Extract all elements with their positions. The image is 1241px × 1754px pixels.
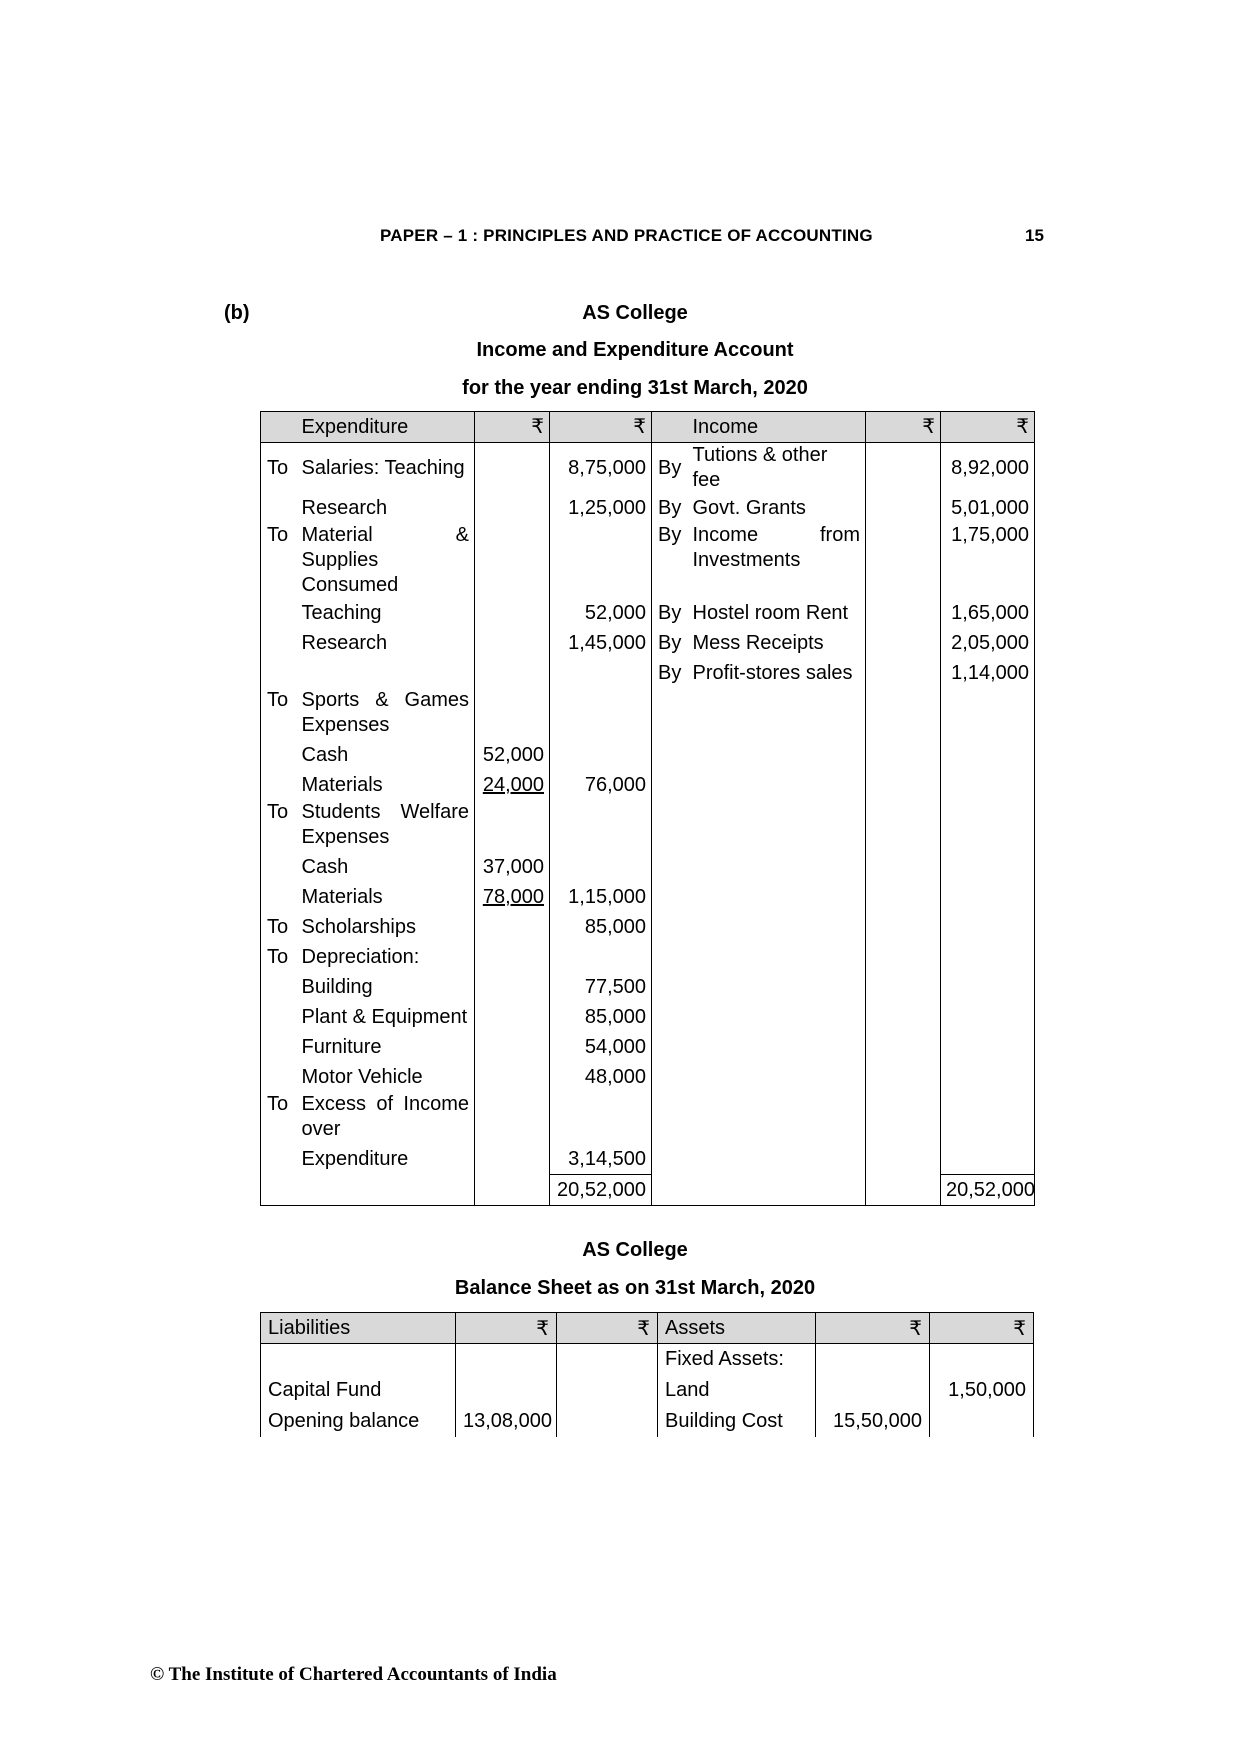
ie-left-desc-text: Building: [301, 975, 373, 998]
ie-right-sub-amount: [866, 628, 941, 658]
footer-copyright: © The Institute of Chartered Accountants of India: [150, 1664, 557, 1685]
ie-left-desc: [297, 493, 475, 523]
ie-right-prefix: [652, 493, 688, 523]
ie-left-amount-text: 3,14,500: [568, 1147, 646, 1170]
ie-right-amount: [941, 912, 1035, 942]
bs-asset-amount: [930, 1406, 1034, 1437]
ie-right-sub-amount: [866, 912, 941, 942]
ie-right-prefix-text: By: [658, 631, 682, 654]
bs-asset-desc: Building Cost: [658, 1406, 816, 1437]
ie-left-amount: [550, 912, 652, 942]
ie-right-prefix: [652, 598, 688, 628]
ie-total-blank: [688, 1175, 866, 1206]
ie-left-sub-amount: [475, 912, 550, 942]
ie-left-desc-text: Plant & Equipment: [301, 1005, 468, 1028]
ie-left-desc: [297, 1032, 475, 1062]
bs-liability-sub-amount: [456, 1344, 557, 1376]
bs-college-name: AS College: [582, 1239, 688, 1261]
ie-left-desc: [297, 882, 475, 912]
ie-row: [261, 598, 1035, 628]
ie-right-sub-amount: [866, 1032, 941, 1062]
liabilities-header: Liabilities: [261, 1313, 456, 1344]
ie-left-amount: [550, 443, 652, 494]
ie-left-sub-amount: [475, 688, 550, 740]
ie-right-amount: [941, 1002, 1035, 1032]
rupee-header: ₹: [941, 412, 1035, 443]
ie-period: for the year ending 31st March, 2020: [462, 377, 808, 399]
bs-liability-amount: [557, 1406, 658, 1437]
ie-right-amount: [941, 770, 1035, 800]
ie-left-desc: [297, 658, 475, 688]
ie-right-prefix-text: By: [658, 601, 682, 624]
ie-right-sub-amount: [866, 658, 941, 688]
ie-left-desc: [297, 688, 475, 740]
ie-row: [261, 912, 1035, 942]
ie-right-desc: [688, 628, 866, 658]
bs-row: [261, 1344, 1034, 1376]
ie-left-amount-text: 54,000: [584, 1035, 646, 1058]
ie-left-desc-text: Excess of Income over: [301, 1093, 469, 1140]
ie-left-amount-text: 77,500: [584, 975, 646, 998]
ie-right-amount: [941, 972, 1035, 1002]
ie-total-row: [261, 1175, 1035, 1206]
ie-right-prefix: [652, 800, 688, 852]
ie-left-prefix-text: To: [267, 945, 289, 968]
ie-left-desc-text: Cash: [301, 743, 349, 766]
ie-right-prefix: [652, 1144, 688, 1175]
ie-right-prefix: [652, 852, 688, 882]
ie-right-amount: [941, 628, 1035, 658]
ie-right-sub-amount: [866, 882, 941, 912]
ie-total-blank: [652, 1175, 688, 1206]
ie-left-desc-text: Teaching: [301, 601, 382, 624]
ie-right-amount: [941, 800, 1035, 852]
ie-left-desc: [297, 1144, 475, 1175]
ie-right-amount: [941, 523, 1035, 598]
ie-right-amount: [941, 598, 1035, 628]
ie-left-desc-text: Materials: [301, 885, 383, 908]
income-header: Income: [688, 412, 866, 443]
ie-left-prefix: [261, 443, 297, 494]
ie-title: Income and Expenditure Account: [476, 339, 794, 361]
ie-left-desc: [297, 523, 475, 598]
section-label: (b): [224, 302, 250, 324]
ie-right-prefix: [652, 770, 688, 800]
ie-left-desc: [297, 972, 475, 1002]
ie-left-amount: [550, 598, 652, 628]
ie-right-desc: [688, 972, 866, 1002]
ie-row: [261, 658, 1035, 688]
ie-left-amount: [550, 770, 652, 800]
ie-right-desc: [688, 658, 866, 688]
ie-left-prefix-text: To: [267, 689, 289, 711]
ie-right-desc-text: Profit-stores sales: [692, 661, 853, 684]
ie-left-desc-text: Materials: [301, 773, 383, 796]
bs-asset-desc: Fixed Assets:: [658, 1344, 816, 1376]
rupee-header: ₹: [456, 1313, 557, 1344]
ie-right-amount: [941, 1032, 1035, 1062]
ie-left-sub-amount: [475, 1092, 550, 1144]
bs-liability-sub-amount: 13,08,000: [456, 1406, 557, 1437]
ie-right-desc-text: Income from Investments: [692, 524, 860, 571]
ie-left-amount: [550, 1032, 652, 1062]
ie-left-prefix: [261, 688, 297, 740]
ie-left-desc: [297, 942, 475, 972]
ie-left-desc-text: Research: [301, 496, 388, 519]
ie-right-amount: [941, 1062, 1035, 1092]
bs-liability-amount: [557, 1344, 658, 1376]
ie-right-desc: [688, 523, 866, 598]
ie-row: [261, 770, 1035, 800]
ie-left-desc-text: Scholarships: [301, 915, 417, 938]
ie-right-amount-text: 1,75,000: [951, 524, 1029, 546]
ie-left-prefix: [261, 1062, 297, 1092]
ie-right-desc: [688, 942, 866, 972]
ie-row: [261, 523, 1035, 598]
ie-right-desc: [688, 800, 866, 852]
ie-right-desc-text: Tutions & other fee: [692, 444, 828, 491]
ie-left-sub-amount-text: 24,000: [482, 773, 544, 796]
ie-left-amount: [550, 740, 652, 770]
ie-right-amount: [941, 740, 1035, 770]
ie-row: [261, 688, 1035, 740]
rupee-header: ₹: [557, 1313, 658, 1344]
bs-liability-desc: Capital Fund: [261, 1375, 456, 1406]
ie-right-sub-amount: [866, 1092, 941, 1144]
ie-right-desc: [688, 1062, 866, 1092]
ie-total-left: 20,52,000: [550, 1175, 652, 1206]
ie-left-prefix: [261, 658, 297, 688]
ie-left-desc: [297, 912, 475, 942]
ie-left-desc-text: Furniture: [301, 1035, 382, 1058]
ie-right-amount: [941, 882, 1035, 912]
ie-row: [261, 493, 1035, 523]
ie-right-desc: [688, 1032, 866, 1062]
ie-left-prefix: [261, 912, 297, 942]
ie-left-amount: [550, 800, 652, 852]
ie-right-desc: [688, 443, 866, 494]
ie-left-sub-amount: [475, 443, 550, 494]
ie-right-sub-amount: [866, 770, 941, 800]
ie-left-sub-amount: [475, 628, 550, 658]
ie-left-desc-text: Cash: [301, 855, 349, 878]
ie-row: [261, 852, 1035, 882]
bs-liability-desc: [261, 1344, 456, 1376]
ie-left-sub-amount: [475, 598, 550, 628]
ie-left-desc-text: Material & Supplies Consumed: [301, 524, 469, 596]
ie-right-prefix-text: By: [658, 496, 682, 519]
ie-left-amount: [550, 972, 652, 1002]
page-number: 15: [1025, 226, 1044, 245]
ie-total-blank: [261, 1175, 297, 1206]
ie-right-prefix: [652, 658, 688, 688]
ie-row: [261, 1144, 1035, 1175]
bs-row: [261, 1406, 1034, 1437]
ie-left-amount-text: 85,000: [584, 1005, 646, 1028]
ie-left-prefix-text: To: [267, 456, 289, 479]
ie-right-prefix: [652, 1092, 688, 1144]
ie-left-amount: [550, 1062, 652, 1092]
ie-right-prefix-text: By: [658, 456, 682, 479]
ie-right-desc: [688, 740, 866, 770]
ie-left-prefix: [261, 628, 297, 658]
ie-row: [261, 1062, 1035, 1092]
ie-left-amount: [550, 942, 652, 972]
ie-right-sub-amount: [866, 443, 941, 494]
ie-left-desc: [297, 1092, 475, 1144]
rupee-header: ₹: [550, 412, 652, 443]
ie-row: [261, 740, 1035, 770]
ie-left-prefix: [261, 770, 297, 800]
ie-left-prefix: [261, 598, 297, 628]
ie-right-sub-amount: [866, 598, 941, 628]
ie-right-amount: [941, 443, 1035, 494]
ie-left-sub-amount: [475, 1144, 550, 1175]
ie-right-desc: [688, 493, 866, 523]
ie-left-sub-amount: [475, 493, 550, 523]
ie-left-desc: [297, 1002, 475, 1032]
ie-left-amount: [550, 852, 652, 882]
ie-row: [261, 1032, 1035, 1062]
ie-right-sub-amount: [866, 942, 941, 972]
ie-right-amount: [941, 1092, 1035, 1144]
ie-left-prefix: [261, 1144, 297, 1175]
ie-left-amount: [550, 1002, 652, 1032]
ie-row: [261, 942, 1035, 972]
ie-right-sub-amount: [866, 1062, 941, 1092]
ie-left-amount: [550, 658, 652, 688]
ie-left-prefix: [261, 1032, 297, 1062]
ie-left-amount: [550, 882, 652, 912]
bs-header-row: [261, 1313, 1034, 1344]
ie-right-desc: [688, 770, 866, 800]
ie-right-prefix-text: By: [658, 524, 682, 546]
bs-asset-sub-amount: [816, 1344, 930, 1376]
ie-total-blank: [866, 1175, 941, 1206]
ie-total-blank: [297, 1175, 475, 1206]
ie-left-sub-amount: [475, 1002, 550, 1032]
ie-left-prefix-text: To: [267, 524, 289, 546]
ie-left-desc: [297, 443, 475, 494]
ie-right-amount: [941, 942, 1035, 972]
ie-left-amount: [550, 1092, 652, 1144]
ie-left-sub-amount: [475, 523, 550, 598]
bs-liability-sub-amount: [456, 1375, 557, 1406]
ie-left-desc-text: Depreciation:: [301, 945, 420, 968]
ie-left-prefix: [261, 523, 297, 598]
bs-asset-desc: Land: [658, 1375, 816, 1406]
bs-row: [261, 1375, 1034, 1406]
ie-left-prefix: [261, 800, 297, 852]
ie-left-amount-text: 1,25,000: [568, 496, 646, 519]
ie-left-desc: [297, 770, 475, 800]
ie-left-desc: [297, 800, 475, 852]
ie-left-prefix: [261, 942, 297, 972]
ie-left-desc: [297, 740, 475, 770]
rupee-header: ₹: [475, 412, 550, 443]
ie-left-desc-text: Salaries: Teaching: [301, 456, 465, 479]
ie-right-prefix: [652, 443, 688, 494]
ie-row: [261, 882, 1035, 912]
ie-left-desc-text: Motor Vehicle: [301, 1065, 423, 1088]
ie-right-amount-text: 1,65,000: [951, 601, 1029, 624]
ie-left-amount-text: 48,000: [584, 1065, 646, 1088]
ie-left-sub-amount: [475, 882, 550, 912]
ie-left-prefix: [261, 882, 297, 912]
ie-row: [261, 628, 1035, 658]
ie-right-desc-text: Mess Receipts: [692, 631, 824, 654]
ie-right-amount-text: 8,92,000: [951, 456, 1029, 479]
ie-left-amount-text: 1,15,000: [568, 885, 646, 908]
assets-header: Assets: [658, 1313, 816, 1344]
bs-asset-sub-amount: [816, 1375, 930, 1406]
ie-left-amount-text: 85,000: [584, 915, 646, 938]
rupee-header: ₹: [930, 1313, 1034, 1344]
ie-right-sub-amount: [866, 800, 941, 852]
ie-right-prefix: [652, 740, 688, 770]
ie-right-sub-amount: [866, 523, 941, 598]
rupee-header: ₹: [866, 412, 941, 443]
ie-left-sub-amount: [475, 800, 550, 852]
ie-left-sub-amount: [475, 852, 550, 882]
ie-left-prefix-text: To: [267, 801, 289, 823]
ie-left-amount: [550, 628, 652, 658]
ie-left-amount-text: 76,000: [584, 773, 646, 796]
ie-left-amount-text: 52,000: [584, 601, 646, 624]
ie-college-name: AS College: [582, 302, 688, 324]
ie-right-amount-text: 2,05,000: [951, 631, 1029, 654]
ie-left-prefix: [261, 852, 297, 882]
ie-right-prefix: [652, 912, 688, 942]
bs-asset-amount: 1,50,000: [930, 1375, 1034, 1406]
ie-right-prefix: [652, 1062, 688, 1092]
ie-right-amount-text: 5,01,000: [951, 496, 1029, 519]
ie-left-prefix: [261, 1002, 297, 1032]
ie-left-amount: [550, 688, 652, 740]
bs-liability-desc: Opening balance: [261, 1406, 456, 1437]
ie-left-sub-amount-text: 52,000: [482, 743, 544, 766]
ie-left-amount: [550, 523, 652, 598]
ie-row: [261, 972, 1035, 1002]
rupee-header: ₹: [816, 1313, 930, 1344]
ie-row: [261, 800, 1035, 852]
bs-asset-sub-amount: 15,50,000: [816, 1406, 930, 1437]
ie-left-sub-amount: [475, 972, 550, 1002]
ie-left-amount-text: 1,45,000: [568, 631, 646, 654]
ie-right-amount: [941, 852, 1035, 882]
ie-left-sub-amount: [475, 770, 550, 800]
ie-right-desc: [688, 1144, 866, 1175]
ie-left-prefix: [261, 1092, 297, 1144]
ie-left-desc-text: Sports & Games Expenses: [301, 689, 469, 736]
ie-left-desc-text: Research: [301, 631, 388, 654]
ie-right-sub-amount: [866, 1002, 941, 1032]
ie-total-blank: [475, 1175, 550, 1206]
ie-right-sub-amount: [866, 688, 941, 740]
bs-title: Balance Sheet as on 31st March, 2020: [454, 1277, 816, 1299]
ie-right-sub-amount: [866, 1144, 941, 1175]
ie-left-desc: [297, 598, 475, 628]
ie-left-sub-amount: [475, 740, 550, 770]
ie-right-prefix: [652, 628, 688, 658]
ie-right-amount: [941, 658, 1035, 688]
ie-right-amount: [941, 688, 1035, 740]
ie-row: [261, 1002, 1035, 1032]
ie-right-prefix: [652, 1002, 688, 1032]
ie-left-amount: [550, 1144, 652, 1175]
ie-right-prefix: [652, 688, 688, 740]
ie-left-sub-amount: [475, 1032, 550, 1062]
ie-left-sub-amount: [475, 942, 550, 972]
ie-right-sub-amount: [866, 972, 941, 1002]
ie-right-desc: [688, 688, 866, 740]
ie-left-amount-text: 8,75,000: [568, 456, 646, 479]
ie-header-row: [261, 412, 1035, 443]
ie-right-prefix: [652, 942, 688, 972]
ie-right-amount: [941, 493, 1035, 523]
ie-row: [261, 1092, 1035, 1144]
ie-left-prefix: [261, 493, 297, 523]
ie-right-sub-amount: [866, 493, 941, 523]
ie-right-amount-text: 1,14,000: [951, 661, 1029, 684]
ie-right-desc: [688, 1002, 866, 1032]
ie-right-desc: [688, 1092, 866, 1144]
ie-right-desc: [688, 598, 866, 628]
ie-left-desc-text: Expenditure: [301, 1147, 409, 1170]
ie-right-desc: [688, 852, 866, 882]
ie-left-desc: [297, 852, 475, 882]
balance-sheet-table: [260, 1312, 1034, 1437]
ie-right-desc-text: Hostel room Rent: [692, 601, 849, 624]
ie-right-prefix: [652, 972, 688, 1002]
ie-left-desc: [297, 1062, 475, 1092]
ie-right-amount: [941, 1144, 1035, 1175]
income-expenditure-table: [260, 411, 1035, 1206]
ie-left-prefix: [261, 972, 297, 1002]
ie-right-desc-text: Govt. Grants: [692, 496, 806, 519]
ie-right-prefix: [652, 1032, 688, 1062]
bs-liability-amount: [557, 1375, 658, 1406]
expenditure-header: Expenditure: [297, 412, 475, 443]
ie-left-sub-amount-text: 37,000: [482, 855, 544, 878]
ie-right-sub-amount: [866, 740, 941, 770]
ie-right-desc: [688, 882, 866, 912]
bs-asset-amount: [930, 1344, 1034, 1376]
ie-left-desc: [297, 628, 475, 658]
ie-right-prefix: [652, 882, 688, 912]
ie-left-sub-amount: [475, 1062, 550, 1092]
ie-left-desc-text: Students Welfare Expenses: [301, 801, 469, 848]
ie-right-prefix: [652, 523, 688, 598]
ie-left-sub-amount-text: 78,000: [482, 885, 544, 908]
ie-right-prefix-text: By: [658, 661, 682, 684]
ie-right-desc: [688, 912, 866, 942]
ie-row: [261, 443, 1035, 494]
ie-left-prefix: [261, 740, 297, 770]
ie-left-prefix-text: To: [267, 1093, 289, 1115]
ie-left-amount: [550, 493, 652, 523]
running-title: PAPER – 1 : PRINCIPLES AND PRACTICE OF ACCOUNTING: [380, 226, 873, 245]
ie-right-sub-amount: [866, 852, 941, 882]
ie-total-right: 20,52,000: [941, 1175, 1035, 1206]
ie-left-prefix-text: To: [267, 915, 289, 938]
ie-left-sub-amount: [475, 658, 550, 688]
